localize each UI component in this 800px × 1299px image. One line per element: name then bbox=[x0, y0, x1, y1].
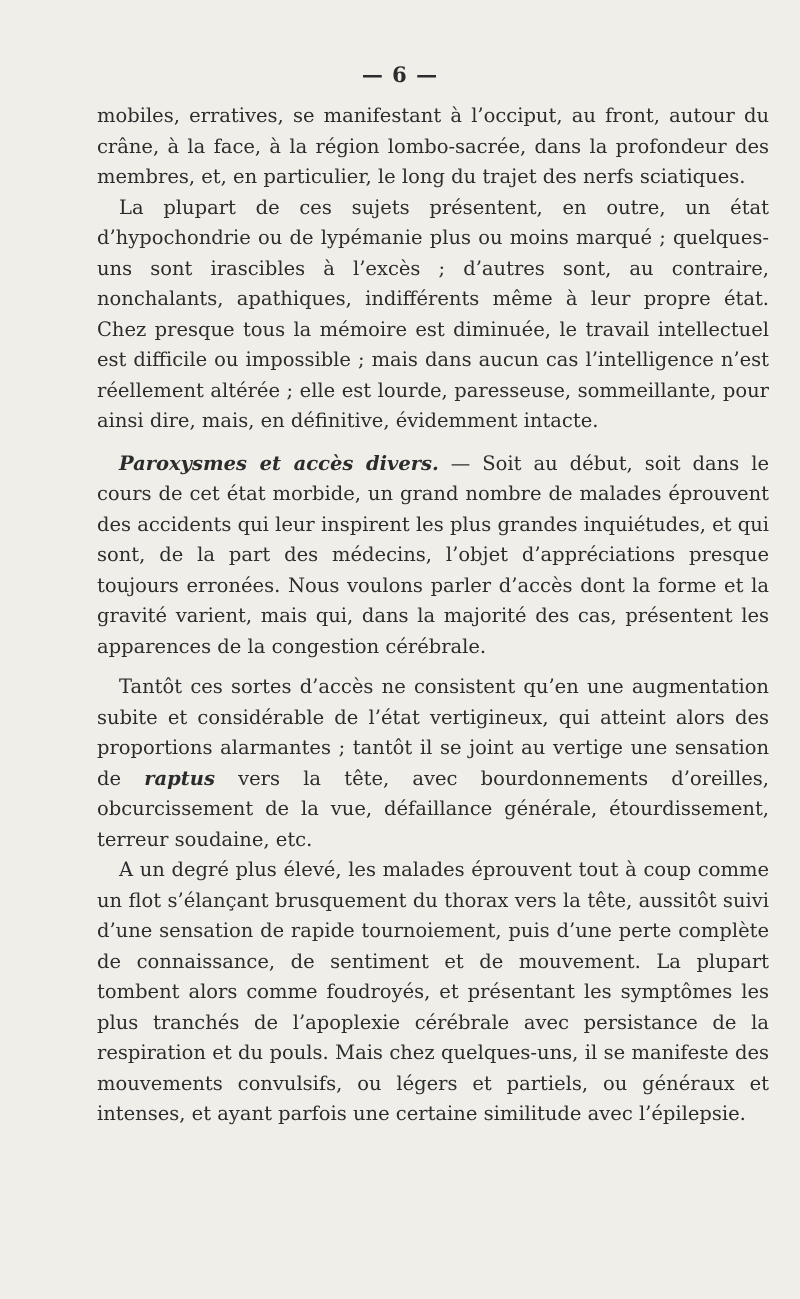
paragraph-hypochondria: La plupart de ces sujets présentent, en outre, un état d’hypochondrie ou de lypémanie plus ou moins marqué ; quelques-uns sont irascibles à l’excès ; d’autres sont, au contraire, nonchalants, apathiques, indifférents même à leur propre état. Chez presque tous la mémoire est diminuée, le travail intellectuel est difficile ou impossible ; mais dans aucun cas l’intelligence n’est réellement altérée ; elle est lourde, paresseuse, sommeillante, pour ainsi dire, mais, en définitive, évidemment intacte. bbox=[97, 195, 769, 432]
paragraph-continuation: mobiles, erratives, se manifestant à l’occiput, au front, autour du crâne, à la face, à la région lombo-sacrée, dans la profondeur des membres, et, en particulier, le long du trajet des nerfs sciatiques. bbox=[97, 104, 769, 188]
emphasized-term: raptus bbox=[144, 766, 215, 790]
paragraph-paroxysms bbox=[97, 449, 769, 663]
section-heading: Paroxysmes et accès divers. bbox=[119, 451, 439, 475]
paragraph-paroxysms-text: — Soit au début, soit dans le cours de cet état morbide, un grand nombre de malades éprouvent des accidents qui leur inspirent les plus grandes inquiétudes, et qui sont, de la part des médecins, l’objet d’appréciations presque toujours erronées. Nous voulons parler d’accès dont la forme et la gravité varient, mais qui, dans la majorité des cas, présentent les apparences de la congestion cérébrale. bbox=[97, 451, 769, 658]
paragraph-vertigo-text-before: Tantôt ces sortes d’accès ne consistent qu’en une augmentation subite et considérable de l’état vertigineux, qui atteint alors des proportions alarmantes ; tantôt il se joint au vertige une sensation de bbox=[97, 675, 769, 790]
page-number: — 6 — bbox=[361, 62, 439, 87]
paragraph-severe-attacks: A un degré plus élevé, les malades éprouvent tout à coup comme un flot s’élançant brusquement du thorax vers la tête, aussitôt suivi d’une sensation de rapide tournoiement, puis d’une perte complète de connaissance, de sentiment et de mouvement. La plupart tombent alors comme foudroyés, et présentant les symptômes les plus tranchés de l’apoplexie cérébrale avec persistance de la respiration et du pouls. Mais chez quelques-uns, il se manifeste des mouvements convulsifs, ou légers et partiels, ou généraux et intenses, et ayant parfois une certaine similitude avec l’épilepsie. bbox=[97, 858, 769, 1125]
page-body bbox=[97, 101, 769, 1130]
paragraph-vertigo-text-after: vers la tête, avec bourdonnements d’oreilles, obcurcissement de la vue, défaillance générale, étourdissement, terreur soudaine, etc. bbox=[97, 766, 769, 851]
paragraph-vertigo bbox=[97, 672, 769, 855]
